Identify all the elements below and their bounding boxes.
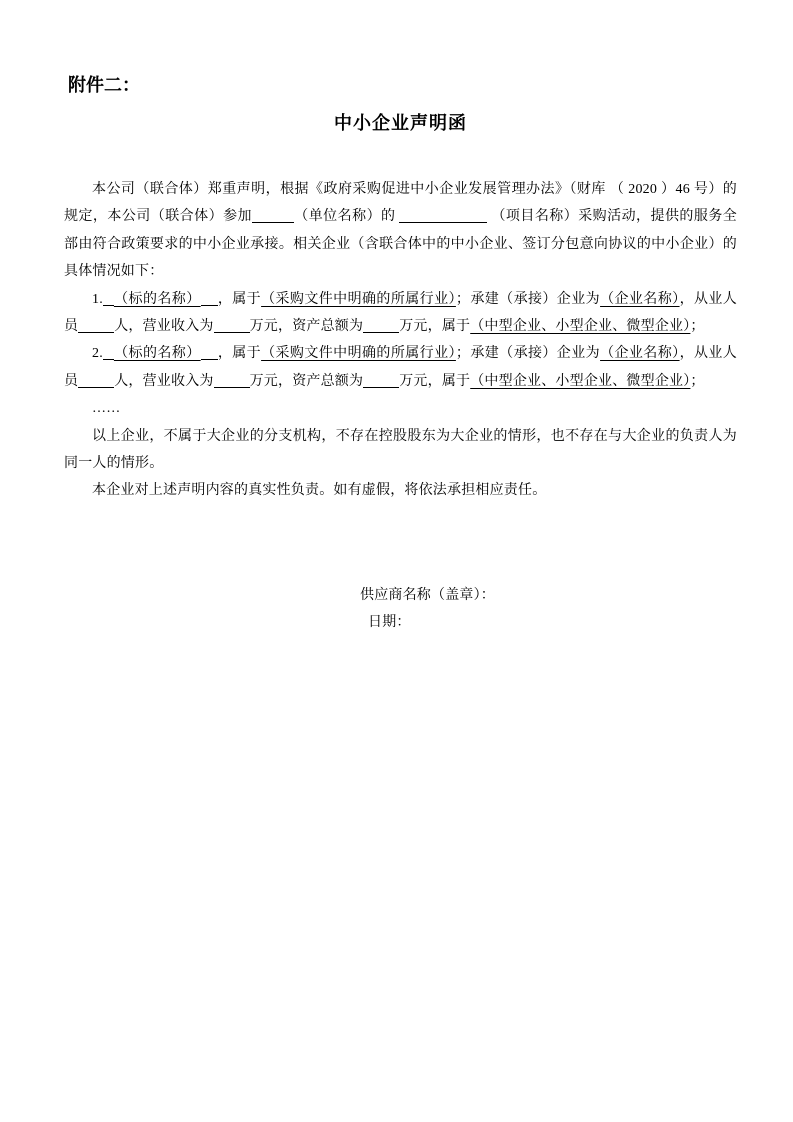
item-number: 1.: [92, 291, 103, 307]
intro-text-3: （项目名称）采购活动，提供的服务全部由符合政策要求的中小企业承接。相关企业（含联合体中的中小企业、签订分包意向协议的中小企业）的具体情况如下：: [64, 209, 738, 280]
item-text: ；: [690, 373, 705, 389]
document-body: [64, 176, 737, 637]
blank-revenue: [214, 373, 250, 388]
intro-text-2: （单位名称）的: [294, 209, 396, 225]
item-text: ，属于: [217, 291, 262, 307]
blank-assets: [363, 373, 399, 388]
subject-name-label: （标的名称）: [113, 291, 201, 307]
signature-block: [64, 582, 737, 637]
document-title: 中小企业声明函: [334, 113, 467, 133]
item-text: 万元，属于: [399, 373, 471, 389]
item-text: 万元，属于: [399, 319, 471, 335]
company-name-label: （企业名称）: [600, 291, 680, 307]
item-text: ，属于: [217, 346, 262, 362]
intro-text-1: 本公司（联合体）郑重声明，根据《政府采购促进中小企业发展管理办法》（财库 （ 2020 ）46 号）的规定，本公司（联合体）参加: [64, 182, 737, 225]
supplier-name-seal-label: 供应商名称（盖章）：: [360, 587, 495, 603]
blank-revenue: [214, 318, 250, 333]
item-number: 2.: [92, 346, 103, 362]
item-1-paragraph: [64, 286, 737, 341]
intro-paragraph: [64, 176, 737, 286]
item-text: ；承建（承接）企业为: [455, 346, 601, 362]
blank-trail: [201, 345, 218, 360]
blank-employees: [78, 373, 114, 388]
blank-trail: [201, 291, 218, 306]
item-text: 人，营业收入为: [114, 373, 214, 389]
industry-label: （采购文件中明确的所属行业）: [261, 346, 456, 362]
date-label: 日期：: [368, 615, 411, 631]
item-text: 人，营业收入为: [114, 319, 214, 335]
item-2-paragraph: [64, 340, 737, 395]
attachment-label: 附件二：: [68, 75, 140, 95]
blank-lead: [103, 291, 114, 306]
item-text: ，从业人员: [64, 291, 738, 335]
item-text: ，从业人员: [64, 346, 738, 389]
subject-name-label: （标的名称）: [113, 346, 201, 362]
blank-project-name: [399, 208, 487, 223]
blank-assets: [363, 318, 399, 333]
enterprise-type-label: （中型企业、小型企业、微型企业）: [470, 319, 691, 335]
item-text: ；: [690, 319, 705, 335]
item-text: 万元，资产总额为: [249, 319, 364, 335]
item-text: 万元，资产总额为: [249, 373, 364, 389]
blank-lead: [103, 345, 114, 360]
item-text: ；承建（承接）企业为: [455, 291, 601, 307]
company-name-label: （企业名称）: [600, 346, 680, 362]
enterprise-type-label: （中型企业、小型企业、微型企业）: [470, 373, 691, 389]
responsibility-paragraph: 本企业对上述声明内容的真实性负责。如有虚假，将依法承担相应责任。: [92, 483, 547, 499]
no-branch-paragraph: 以上企业，不属于大企业的分支机构，不存在控股股东为大企业的情形，也不存在与大企业的负责人为同一人的情形。: [64, 428, 737, 472]
industry-label: （采购文件中明确的所属行业）: [261, 291, 456, 307]
ellipsis-line: ……: [92, 401, 121, 417]
blank-unit-name: [252, 208, 294, 223]
blank-employees: [78, 318, 114, 333]
